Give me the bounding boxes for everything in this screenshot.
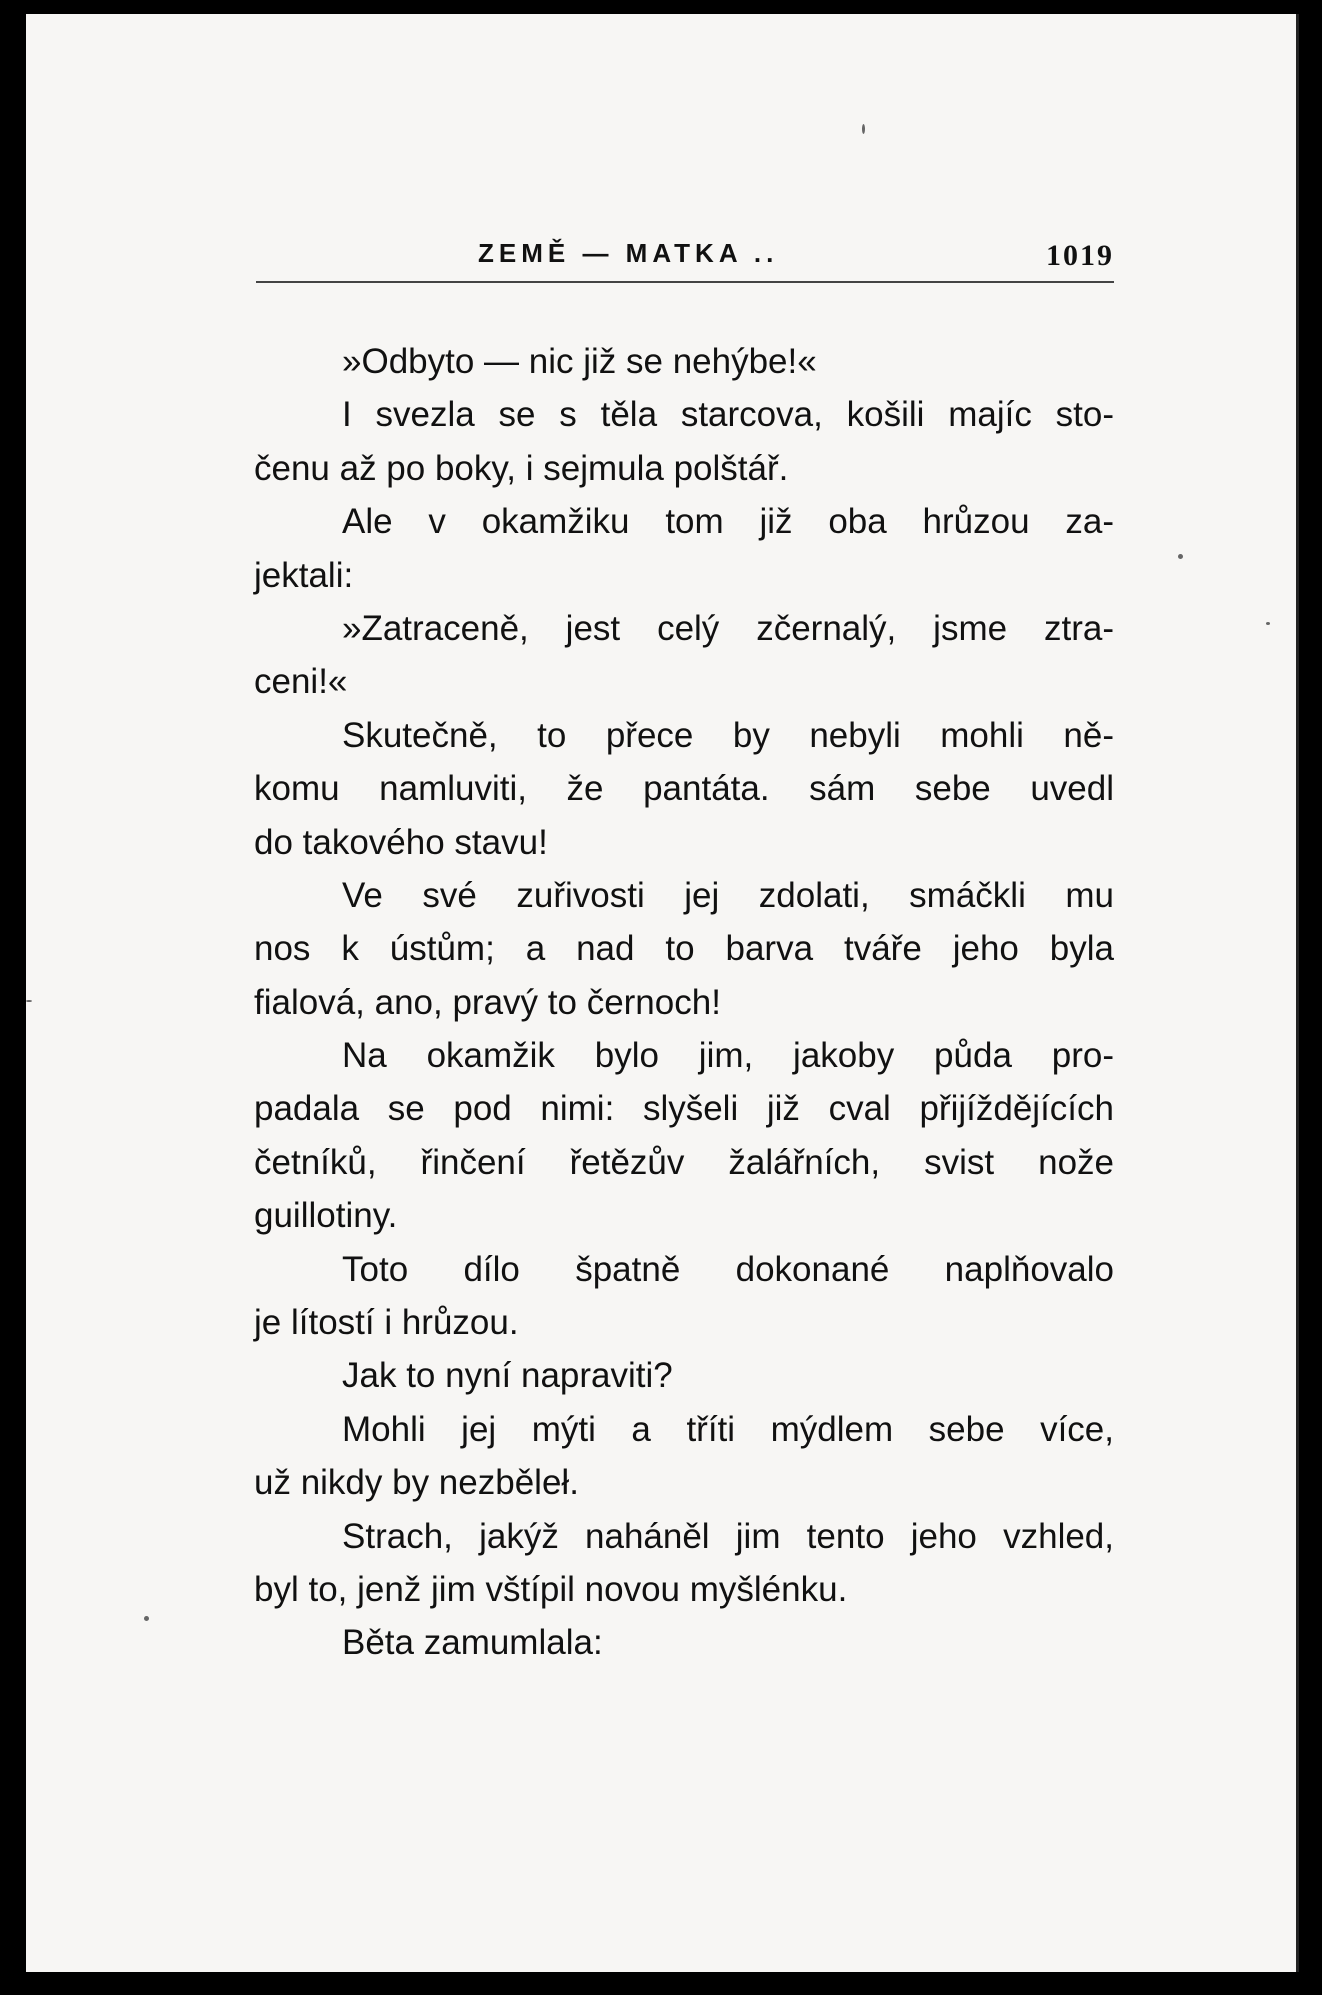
text-line: je lítostí i hrůzou. [254,1303,519,1343]
text-line: čenu až po boky, i sejmula polštář. [254,448,789,488]
text-line: Strach, jakýž naháněl jim tento jeho vzhled, [342,1516,1114,1556]
text-line: Toto dílo špatně dokonané naplňovalo [342,1249,1114,1289]
text-line: padala se pod nimi: slyšeli již cval přijíždějících [254,1089,1114,1129]
text-line: četníků, řinčení řetězův žalářních, svist nože [254,1142,1114,1182]
text-line: Ale v okamžiku tom již oba hrůzou za- [342,502,1114,542]
text-line: Jak to nyní napraviti? [342,1356,673,1396]
text-line: Běta zamumlala: [342,1623,603,1663]
scan-speck [1178,554,1183,559]
body-text [254,335,1114,1670]
scan-speck [1266,622,1270,625]
text-line: »Zatraceně, jest celý zčernalý, jsme ztra- [342,608,1114,648]
header-rule [256,281,1114,283]
page-header [256,234,1114,278]
text-line: jektali: [254,555,354,595]
text-line: »Odbyto — nic již se nehýbe!« [342,342,817,381]
text-line: fialová, ano, pravý to černoch! [254,982,721,1022]
text-line: nos k ústům; a nad to barva tváře jeho byla [254,929,1114,969]
text-line: Mohli jej mýti a tříti mýdlem sebe více, [342,1409,1114,1449]
text-line: Na okamžik bylo jim, jakoby půda pro- [342,1036,1114,1076]
scan-speck [862,124,865,134]
text-line: Ve své zuřivosti jej zdolati, smáčkli mu [342,875,1114,915]
text-line: I svezla se s těla starcova, košili majíc sto- [342,395,1114,435]
text-line: guillotiny. [254,1196,398,1236]
scan-speck [144,1616,149,1621]
text-line: komu namluviti, že pantáta. sám sebe uvedl [254,769,1114,809]
text-line: už nikdy by nezběleł. [254,1463,579,1503]
text-line: do takového stavu! [254,822,548,862]
text-line: byl to, jenž jim vštípil novou myšlénku. [254,1569,848,1609]
text-line: ceni!« [254,662,348,702]
scan-speck [26,1000,32,1002]
running-title: ZEMĚ — MATKA .. [478,238,779,268]
text-line: Skutečně, to přece by nebyli mohli ně- [342,715,1114,755]
page-number: 1019 [1046,239,1114,272]
